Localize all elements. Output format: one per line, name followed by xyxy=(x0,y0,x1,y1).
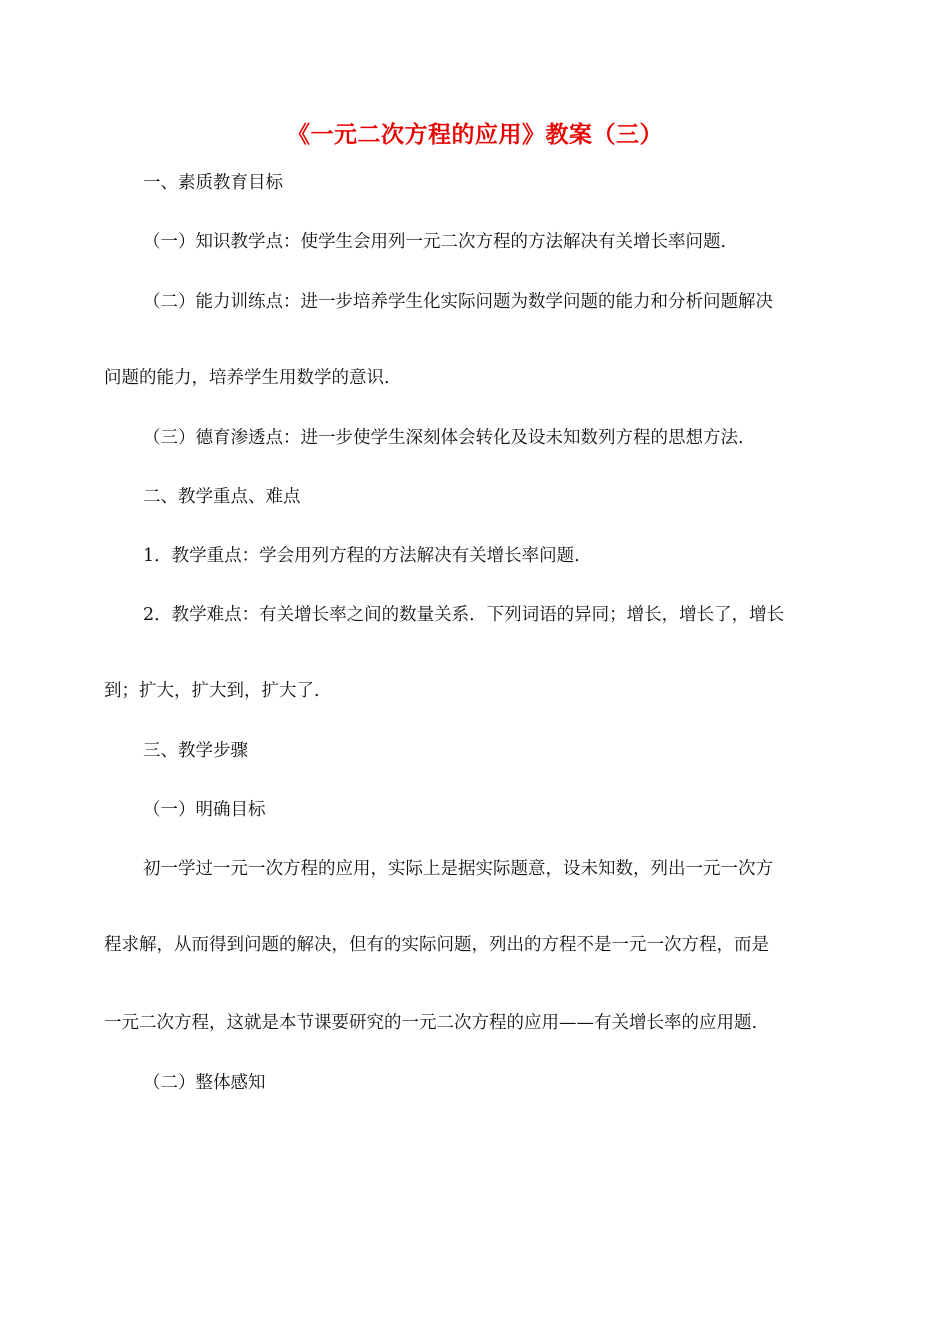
document-title: 《一元二次方程的应用》教案（三） xyxy=(287,121,663,148)
heading-quality-goals: 一、素质教育目标 xyxy=(143,173,283,193)
paragraph-difficult-point-cont: 到；扩大，扩大到，扩大了. xyxy=(104,681,320,701)
heading-key-difficult-points: 二、教学重点、难点 xyxy=(143,487,301,507)
paragraph-intro-line-3: 一元二次方程，这就是本节课要研究的一元二次方程的应用——有关增长率的应用题. xyxy=(104,1013,758,1033)
paragraph-ability-point-cont: 问题的能力，培养学生用数学的意识. xyxy=(104,368,390,388)
paragraph-ability-point: （二）能力训练点：进一步培养学生化实际问题为数学问题的能力和分析问题解决 xyxy=(143,292,773,312)
heading-teaching-steps: 三、教学步骤 xyxy=(143,741,248,761)
paragraph-difficult-point: 2．教学难点：有关增长率之间的数量关系．下列词语的异同；增长，增长了，增长 xyxy=(143,605,785,625)
paragraph-moral-point: （三）德育渗透点：进一步使学生深刻体会转化及设未知数列方程的思想方法. xyxy=(143,428,744,448)
paragraph-key-point: 1．教学重点：学会用列方程的方法解决有关增长率问题. xyxy=(143,546,580,566)
paragraph-intro-line-1: 初一学过一元一次方程的应用，实际上是据实际题意，设未知数，列出一元一次方 xyxy=(143,859,773,879)
heading-overall-perception: （二）整体感知 xyxy=(143,1073,266,1093)
paragraph-knowledge-point: （一）知识教学点：使学生会用列一元二次方程的方法解决有关增长率问题. xyxy=(143,232,727,252)
paragraph-intro-line-2: 程求解，从而得到问题的解决，但有的实际问题，列出的方程不是一元一次方程，而是 xyxy=(104,935,769,955)
heading-clear-goals: （一）明确目标 xyxy=(143,800,266,820)
